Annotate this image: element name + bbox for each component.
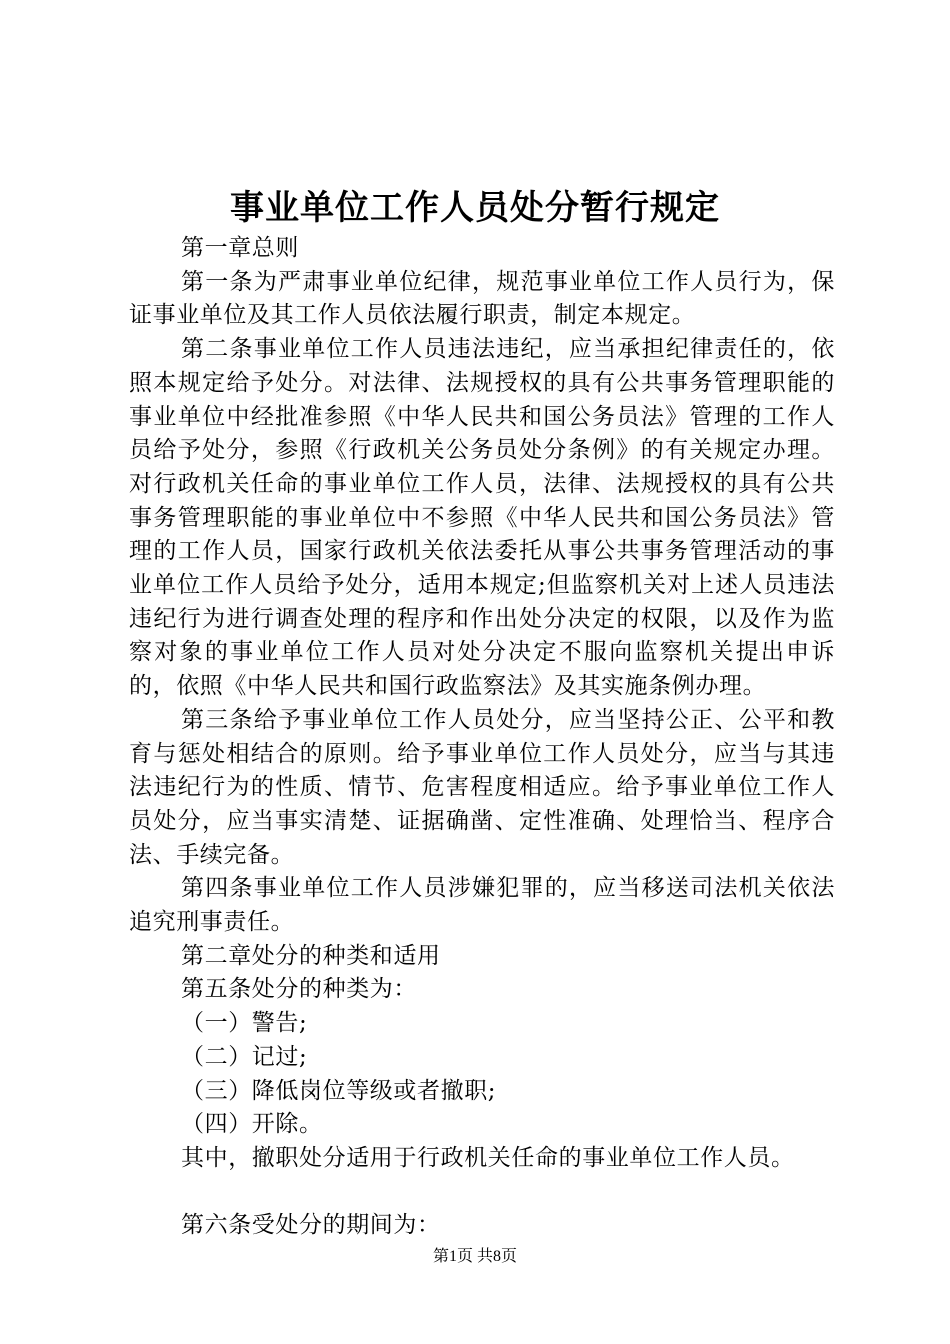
chapter-heading: 第二章处分的种类和适用 (181, 942, 441, 969)
article-paragraph: 第三条给予事业单位工作人员处分，应当坚持公正、公平和教育与惩处相结合的原则。给予事业单位工作人员处分，应当与其违法违纪行为的性质、情节、危害程度相适应。给予事业单位工作人员处分，应当事实清楚、证据确凿、定性准确、处理恰当、程序合法、手续完备。 (129, 706, 835, 868)
document-body (129, 232, 835, 1243)
article-paragraph: 第四条事业单位工作人员涉嫌犯罪的，应当移送司法机关依法追究刑事责任。 (129, 875, 835, 936)
list-item: （二）记过; (181, 1043, 308, 1070)
article-paragraph: 第五条处分的种类为： (181, 976, 417, 1003)
article-paragraph: 其中，撤职处分适用于行政机关任命的事业单位工作人员。 (181, 1144, 795, 1171)
chapter-heading: 第一章总则 (181, 235, 299, 261)
article-paragraph: 第六条受处分的期间为： (181, 1212, 441, 1239)
list-item: （四）开除。 (181, 1111, 323, 1138)
list-item: （三）降低岗位等级或者撤职; (181, 1077, 497, 1104)
document-title: 事业单位工作人员处分暂行规定 (230, 188, 720, 228)
list-item: （一）警告; (181, 1010, 308, 1037)
page-number: 第1页 共8页 (432, 1248, 517, 1265)
article-paragraph: 第一条为严肃事业单位纪律，规范事业单位工作人员行为，保证事业单位及其工作人员依法履行职责，制定本规定。 (129, 268, 835, 329)
article-paragraph: 第二条事业单位工作人员违法违纪，应当承担纪律责任的，依照本规定给予处分。对法律、法规授权的具有公共事务管理职能的事业单位中经批准参照《中华人民共和国公务员法》管理的工作人员给予处分，参照《行政机关公务员处分条例》的有关规定办理。对行政机关任命的事业单位工作人员，法律、法规授权的具有公共事务管理职能的事业单位中不参照《中华人民共和国公务员法》管理的工作人员，国家行政机关依法委托从事公共事务管理活动的事业单位工作人员给予处分，适用本规定;但监察机关对上述人员违法违纪行为进行调查处理的程序和作出处分决定的权限，以及作为监察对象的事业单位工作人员对处分决定不服向监察机关提出申诉的，依照《中华人民共和国行政监察法》及其实施条例办理。 (129, 336, 835, 700)
